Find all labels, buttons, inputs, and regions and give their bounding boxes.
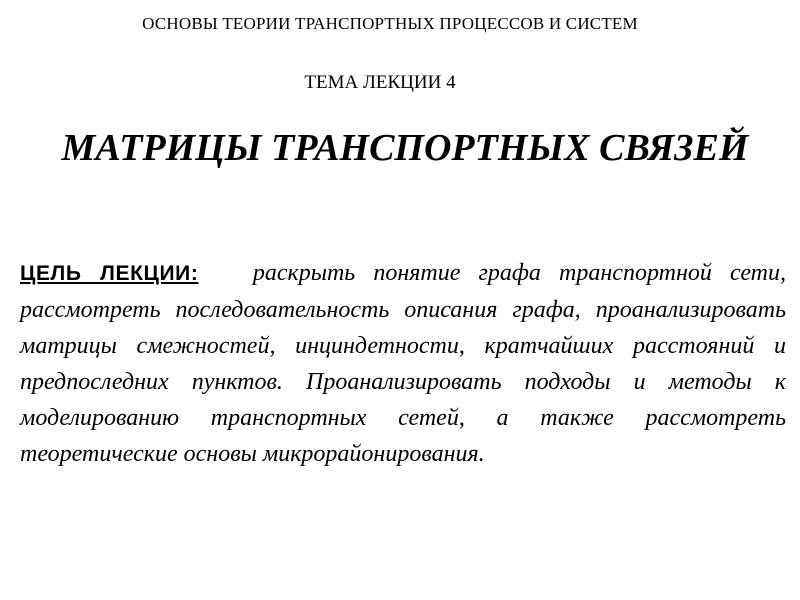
lecture-goal-text: раскрыть понятие графа транспортной сети, рассмотреть последовательность описания графа, проанализировать матрицы смежностей, инциндетности, кратчайших расстояний и предпоследних пунктов. Проанализировать подходы и методы к моделированию транспортных сетей, а также рассмотреть теоретические основы микрорайонирования.	[20, 260, 787, 467]
lecture-goal-label: ЦЕЛЬ ЛЕКЦИИ:	[20, 262, 199, 285]
course-title: ОСНОВЫ ТЕОРИИ ТРАНСПОРТНЫХ ПРОЦЕССОВ И СИСТЕМ	[142, 14, 638, 33]
slide-title: МАТРИЦЫ ТРАНСПОРТНЫХ СВЯЗЕЙ	[61, 127, 749, 169]
lecture-topic-number: ТЕМА ЛЕКЦИИ 4	[304, 72, 456, 93]
lecture-goal-paragraph	[20, 255, 786, 472]
